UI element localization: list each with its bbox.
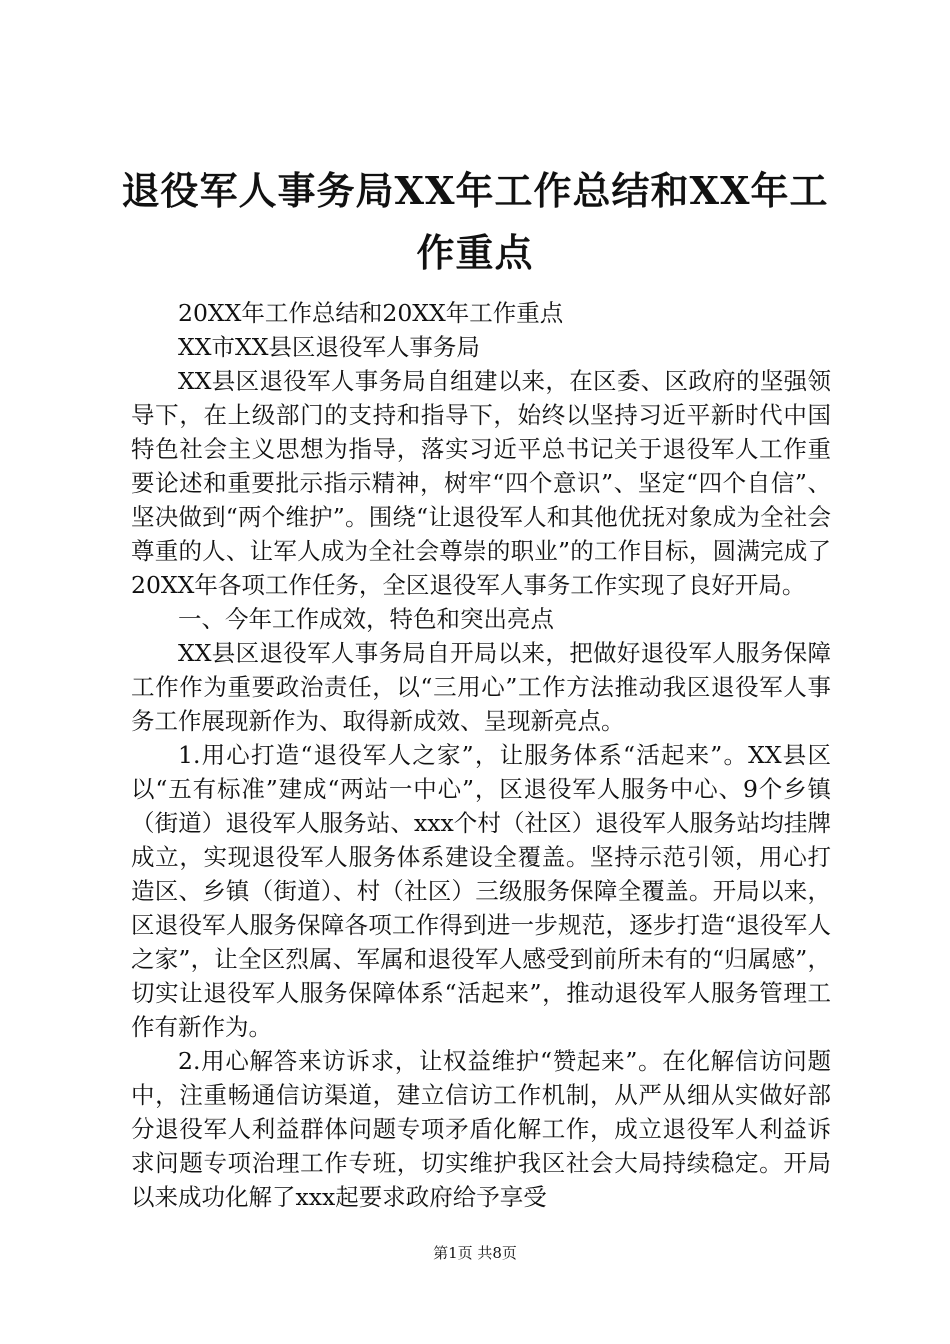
page-footer: 第1页 共8页: [433, 1244, 517, 1262]
document-title: 退役军人事务局XX年工作总结和XX年工作重点: [121, 168, 829, 275]
item-2-paragraph: 2.用心解答来访诉求，让权益维护“赞起来”。在化解信访问题中，注重畅通信访渠道，建立信访工作机制，从严从细从实做好部分退役军人利益群体问题专项矛盾化解工作，成立退役军人利益诉求问题专项治理工作专班，切实维护我区社会大局持续稳定。开局以来成功化解了xxx起要求政府给予享受: [131, 1047, 831, 1211]
section-heading: 一、今年工作成效，特色和突出亮点: [178, 605, 554, 633]
document-body: [131, 296, 831, 1214]
item-1-paragraph: 1.用心打造“退役军人之家”，让服务体系“活起来”。XX县区以“五有标准”建成“两站一中心”，区退役军人服务中心、9个乡镇（街道）退役军人服务站、xxx个村（社区）退役军人服务站均挂牌成立，实现退役军人服务体系建设全覆盖。坚持示范引领，用心打造区、乡镇（街道）、村（社区）三级服务保障全覆盖。开局以来，区退役军人服务保障各项工作得到进一步规范，逐步打造“退役军人之家”，让全区烈属、军属和退役军人感受到前所未有的“归属感”，切实让退役军人服务保障体系“活起来”，推动退役军人服务管理工作有新作为。: [131, 741, 831, 1041]
section-intro-paragraph: XX县区退役军人事务局自开局以来，把做好退役军人服务保障工作作为重要政治责任，以“三用心”工作方法推动我区退役军人事务工作展现新作为、取得新成效、呈现新亮点。: [131, 639, 831, 735]
subtitle-line: 20XX年工作总结和20XX年工作重点: [178, 299, 564, 327]
intro-paragraph: XX县区退役军人事务局自组建以来，在区委、区政府的坚强领导下，在上级部门的支持和指导下，始终以坚持习近平新时代中国特色社会主义思想为指导，落实习近平总书记关于退役军人工作重要论述和重要批示指示精神，树牢“四个意识”、坚定“四个自信”、坚决做到“两个维护”。围绕“让退役军人和其他优抚对象成为全社会尊重的人、让军人成为全社会尊崇的职业”的工作目标，圆满完成了20XX年各项工作任务，全区退役军人事务工作实现了良好开局。: [131, 367, 831, 599]
issuer-line: XX市XX县区退役军人事务局: [178, 333, 480, 361]
